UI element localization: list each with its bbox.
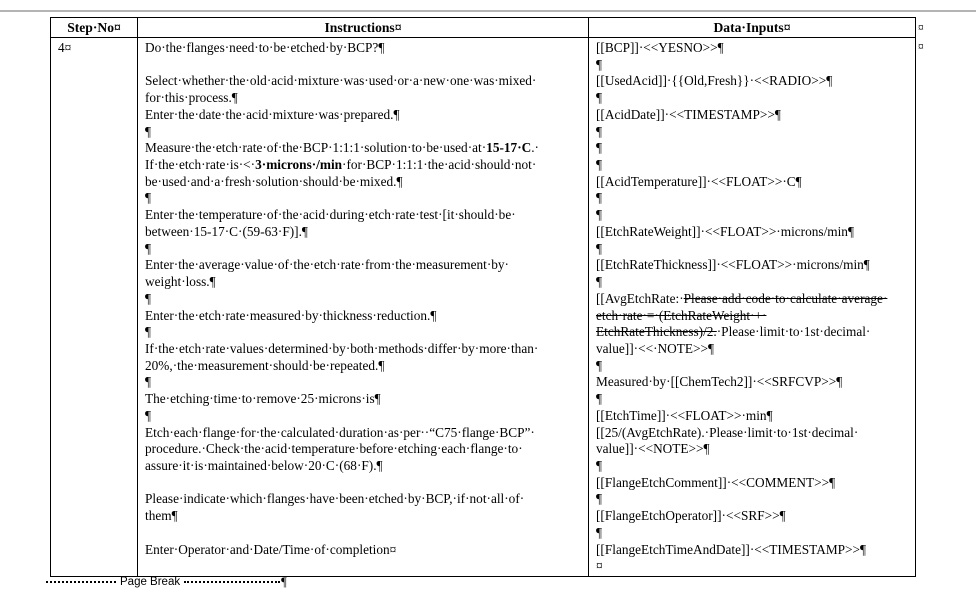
text-line: ¶	[145, 240, 152, 256]
text-line: value]]·<<NOTE>>¶	[596, 441, 710, 457]
text-line: [[BCP]]·<<YESNO>>¶	[596, 40, 724, 55]
text-line: Etch·each·flange·for·the·calculated·duration·as·per··“C75·flange·BCP”·	[145, 424, 535, 440]
text-line	[145, 57, 583, 74]
header-instructions[interactable]: Instructions¤	[138, 18, 589, 38]
text-line: ¶	[145, 123, 152, 139]
text-line: ¶	[596, 457, 603, 473]
row-end-marker: ¤	[918, 41, 924, 53]
text-line: ¶	[145, 190, 152, 206]
text-line: If·the·etch·rate·values·determined·by·both·methods·differ·by·more·than·	[145, 340, 539, 356]
row-end-marker: ¤	[918, 22, 924, 34]
text-line: [[AcidDate]]·<<TIMESTAMP>>¶	[596, 106, 781, 122]
text-line: ¤	[596, 558, 603, 574]
pilcrow-mark: ¶	[281, 574, 287, 589]
text-line	[145, 475, 583, 492]
text-line: them¶	[145, 508, 178, 524]
text-line	[145, 525, 583, 542]
text-line: Enter·the·date·the·acid·mixture·was·prepared.¶	[145, 106, 400, 122]
text-line: ¶	[145, 407, 152, 423]
text-line: ¶	[596, 391, 603, 407]
text-line: ¶	[596, 123, 603, 139]
text-line: value]]·<<·NOTE>>¶	[596, 340, 714, 356]
text-line: [[FlangeEtchComment]]·<<COMMENT>>¶	[596, 474, 836, 490]
cell-instructions[interactable]	[138, 38, 589, 577]
text-line: between·15-17·C·(59-63·F)].¶	[145, 223, 308, 239]
header-data-inputs[interactable]: Data·Inputs¤	[589, 18, 916, 38]
cell-step-no[interactable]	[51, 38, 138, 577]
page-break-label: Page Break	[120, 576, 181, 588]
text-line: [[25/(AvgEtchRate).·Please·limit·to·1st·decimal·	[596, 424, 859, 440]
text-line: EtchRateThickness)/2.·Please·limit·to·1st·decimal·	[596, 324, 871, 340]
text-line: ¶	[596, 491, 603, 507]
header-step-no[interactable]: Step·No¤	[51, 18, 138, 38]
text-line: Select·whether·the·old·acid·mixture·was·used·or·a·new·one·was·mixed·	[145, 73, 537, 89]
text-line: Measure·the·etch·rate·of·the·BCP·1:1:1·solution·to·be·used·at·15-17·C.·	[145, 140, 539, 156]
top-rule	[0, 10, 976, 12]
text-line: [[AcidTemperature]]·<<FLOAT>>·C¶	[596, 173, 802, 189]
text-line: ¶	[596, 207, 603, 223]
steps-table	[50, 17, 916, 577]
text-line: [[EtchRateWeight]]·<<FLOAT>>·microns/min¶	[596, 223, 854, 239]
document-page	[50, 17, 950, 589]
text-line: ¶	[596, 140, 603, 156]
text-line: ¶	[145, 290, 152, 306]
text-line: [[FlangeEtchTimeAndDate]]·<<TIMESTAMP>>¶	[596, 541, 867, 557]
text-line: Do·the·flanges·need·to·be·etched·by·BCP?¶	[145, 40, 385, 55]
text-line: ¶	[596, 90, 603, 106]
text-line: for·this·process.¶	[145, 90, 238, 106]
text-line: Enter·the·temperature·of·the·acid·during·etch·rate·test·[it·should·be·	[145, 207, 516, 223]
text-line: ¶	[596, 190, 603, 206]
text-line: ¶	[596, 157, 603, 173]
text-line: 20%,·the·measurement·should·be·repeated.¶	[145, 357, 385, 373]
text-line: etch·rate·=·(EtchRateWeight·+·	[596, 307, 767, 323]
text-line: Enter·the·average·value·of·the·etch·rate·from·the·measurement·by·	[145, 257, 509, 273]
text-line: If·the·etch·rate·is·<·3·microns·/min·for·BCP·1:1:1·the·acid·should·not·	[145, 157, 537, 173]
text-line: procedure.·Check·the·acid·temperature·before·etching·each·flange·to·	[145, 441, 523, 457]
header-row	[51, 18, 916, 38]
text-line: The·etching·time·to·remove·25·microns·is¶	[145, 391, 381, 407]
text-line: [[EtchRateThickness]]·<<FLOAT>>·microns/min¶	[596, 257, 870, 273]
text-line: ¶	[596, 524, 603, 540]
text-line: weight·loss.¶	[145, 274, 216, 290]
text-line: Enter·Operator·and·Date/Time·of·completion¤	[145, 541, 397, 557]
text-line: assure·it·is·maintained·below·20·C·(68·F).¶	[145, 457, 383, 473]
text-line: Enter·the·etch·rate·measured·by·thickness·reduction.¶	[145, 307, 437, 323]
text-line: ¶	[596, 357, 603, 373]
text-line: ¶	[596, 56, 603, 72]
text-line: ¶	[596, 240, 603, 256]
text-line: ¶	[596, 274, 603, 290]
text-line: [[EtchTime]]·<<FLOAT>>·min¶	[596, 407, 773, 423]
text-line: [[UsedAcid]]·{{Old,Fresh}}·<<RADIO>>¶	[596, 73, 833, 89]
cell-data-inputs[interactable]	[589, 38, 916, 577]
text-line: ¶	[145, 374, 152, 390]
text-line: be·used·and·a·fresh·solution·should·be·mixed.¶	[145, 173, 403, 189]
step-number: 4¤	[58, 40, 72, 55]
text-line: Measured·by·[[ChemTech2]]·<<SRFCVP>>¶	[596, 374, 843, 390]
table-row	[51, 38, 916, 577]
page-break-dots-right	[184, 581, 280, 583]
text-line: [[FlangeEtchOperator]]·<<SRF>>¶	[596, 508, 786, 524]
text-line: Please·indicate·which·flanges·have·been·etched·by·BCP,·if·not·all·of·	[145, 491, 525, 507]
text-line: [[AvgEtchRate:·Please·add·code·to·calculate·average·	[596, 290, 888, 306]
page-break-dots-left	[46, 581, 116, 583]
page-break-indicator[interactable]	[46, 574, 287, 590]
text-line: ¶	[145, 324, 152, 340]
